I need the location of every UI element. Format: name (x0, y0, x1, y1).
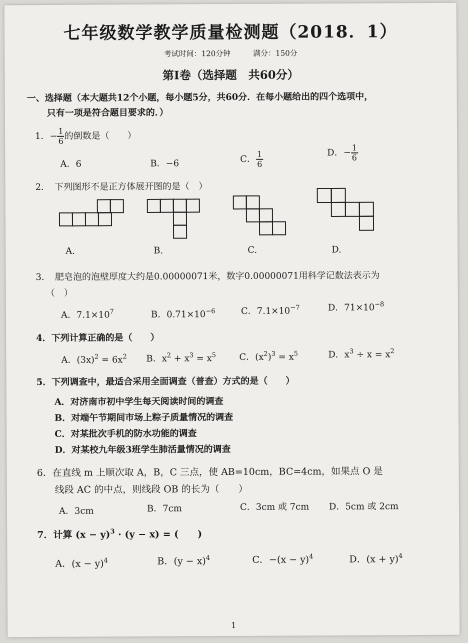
q3-c-exp: −7 (290, 303, 300, 312)
q3-c-base: C．7.1×10 (240, 306, 291, 317)
q6-option-b: B．7cm (146, 504, 182, 515)
q4-option-c (239, 350, 298, 363)
q7-option-a (55, 556, 108, 570)
q7-text: 7．计算 (x − y) (37, 529, 111, 542)
q3-a-exp: 7 (109, 307, 114, 316)
q1-frac-num: 1 (58, 126, 64, 136)
q2-net-c (231, 194, 291, 242)
q1-c-num: 1 (257, 149, 263, 159)
q4-c-6: 5 (293, 349, 298, 358)
q6-option-a: A．3cm (58, 506, 94, 517)
question-6-line2: 线段 AC 的中点，则线段 OB 的长为（ ） (54, 483, 248, 496)
q2-option-d: D. (331, 245, 342, 256)
q1-sign: − (49, 131, 58, 142)
q2-net-a (57, 197, 137, 237)
q7-c-exp: 4 (309, 552, 314, 561)
q1-d-num: 1 (351, 143, 357, 153)
page-number: 1 (231, 620, 237, 631)
q7-b-exp: 4 (205, 553, 211, 562)
q3-a-base: A．7.1×10 (60, 310, 110, 321)
q3-b-exp: −6 (205, 307, 216, 316)
q4-a-3: = 6x (98, 355, 123, 366)
q2-option-a: A. (65, 246, 76, 257)
section-heading: 一、选择题（本大题共12个小题，每小题5分，共60分．在每小题给出的四个选项中， (26, 92, 374, 105)
q1-frac-den: 6 (58, 136, 64, 146)
q4-b-1: B．x (146, 354, 167, 365)
q1-option-c (240, 150, 263, 169)
q4-option-b (146, 351, 216, 364)
q4-option-a (61, 353, 127, 366)
exam-sheet (4, 3, 459, 637)
q3-option-c (241, 304, 300, 317)
part-heading: 第Ⅰ卷（选择题 共60分） (162, 67, 299, 83)
q7-b-base: B．(y − x) (157, 556, 206, 568)
q3-option-d (328, 300, 384, 313)
q1-option-a: A．6 (60, 159, 82, 170)
question-1 (35, 126, 136, 146)
q4-c-2: 2 (263, 349, 268, 358)
q7-text-b: · (y − x) = ( ) (114, 529, 203, 541)
q5-option-b: B．对端午节期间市场上粽子质量情况的调查 (54, 412, 234, 424)
q2-figures (4, 3, 456, 5)
q4-b-5: = x (193, 354, 212, 365)
q3-option-a (61, 308, 114, 321)
q2-net-d (315, 186, 395, 241)
q7-exp: 3 (110, 527, 115, 536)
q2-net-b (145, 197, 210, 242)
q7-d-exp: 4 (398, 551, 403, 560)
q4-a-1: A．(3x) (61, 355, 95, 366)
q2-option-b: B. (153, 246, 164, 257)
q1-number: 1． (35, 131, 50, 143)
q4-c-3: ) (267, 352, 272, 363)
question-4: 4．下列计算正确的是（ ） (36, 333, 160, 345)
q4-option-d (328, 347, 394, 360)
q1-d-fraction (351, 143, 358, 162)
q7-a-exp: 4 (103, 556, 108, 565)
q7-d-base: D．(x + y) (349, 554, 399, 566)
q3-option-b (151, 307, 215, 320)
q1-option-d (327, 143, 358, 162)
q3-b-base: B．0.71×10 (150, 310, 206, 321)
q5-option-d: D．对某校九年级3班学生肺活量情况的调查 (54, 445, 231, 456)
q4-b-4: 3 (189, 351, 194, 360)
q4-d-3: ÷ x = x (353, 350, 391, 361)
question-6: 6．在直线 m 上顺次取 A，B，C 三点，使 AB=10cm，BC=4cm，如果点 O 是 (36, 466, 383, 480)
question-3: 3． 肥皂泡的泡壁厚度大约是0.00000071米，数字0.00000071用科学记数法表示为 (35, 271, 380, 284)
q5-option-c: C．对某批次手机的防水功能的调查 (54, 429, 197, 440)
section-heading-2: 只有一项是符合题目要求的．） (46, 108, 169, 119)
q1-c-den: 6 (257, 159, 263, 169)
q4-d-1: D．x (328, 350, 350, 361)
q4-c-5: = x (275, 352, 294, 363)
exam-meta (5, 47, 457, 60)
q3-d-exp: −8 (374, 300, 385, 309)
q1-text: 的倒数是（ ） (64, 131, 137, 142)
q7-option-c (252, 552, 313, 566)
q1-c-fraction (256, 150, 263, 169)
q1-c-label: C． (240, 154, 257, 165)
q4-a-4: 2 (122, 352, 127, 361)
q1-d-label: D．− (327, 148, 351, 159)
question-5: 5．下列调查中，最适合采用全面调查（普查）方式的是（ ） (36, 376, 295, 389)
q4-d-4: 2 (390, 347, 395, 356)
q7-c-base: C．−(x − y) (252, 554, 310, 566)
q4-a-2: 2 (94, 352, 99, 361)
q1-d-den: 6 (351, 153, 358, 163)
q6-option-c: C．3cm 或 7cm (239, 502, 310, 513)
q4-c-4: 3 (271, 349, 276, 358)
question-2: 2． 下列图形不是正方体展开图的是（ ） (35, 182, 208, 194)
q4-c-1: C．(x (239, 352, 264, 363)
question-7 (37, 526, 202, 541)
q3-d-base: D．71×10 (327, 303, 375, 314)
exam-score: 满分：150分 (253, 48, 298, 58)
q5-option-a: A．对济南市初中学生每天阅读时间的调查 (54, 397, 224, 408)
exam-time: 考试时间：120分钟 (163, 49, 231, 59)
q3-paren: （ ） (45, 288, 73, 299)
q4-b-2: 2 (166, 351, 172, 360)
q7-option-b (157, 553, 210, 567)
q7-a-base: A．(x − y) (55, 558, 104, 570)
q2-option-c: C. (247, 245, 258, 256)
q1-option-b: B．−6 (150, 159, 180, 170)
q7-option-d (349, 551, 402, 565)
exam-title: 七年级数学教学质量检测题（2018．1） (63, 22, 398, 44)
q4-b-3: + x (171, 354, 190, 365)
q6-option-d: D．5cm 或 2cm (328, 502, 399, 513)
q4-d-2: 3 (349, 347, 354, 356)
q4-b-6: 5 (211, 351, 217, 360)
